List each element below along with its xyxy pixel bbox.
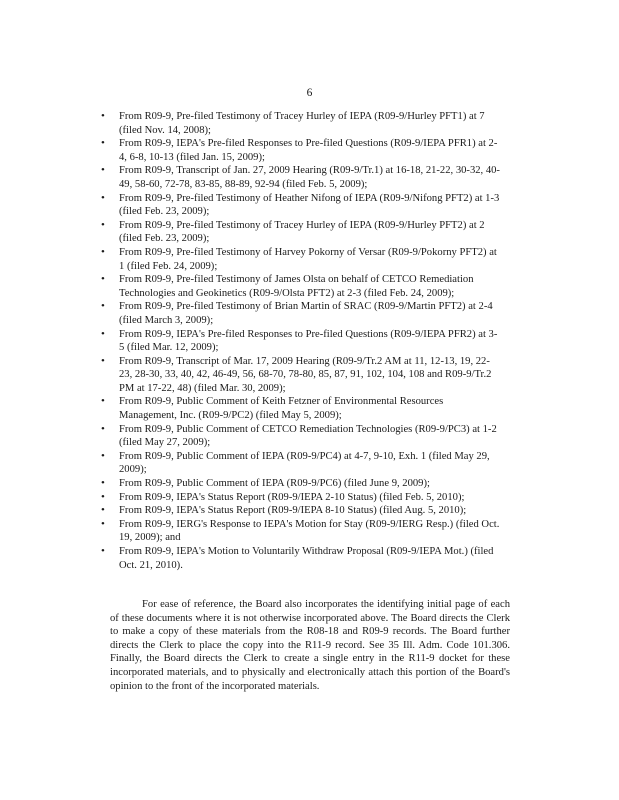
list-item: • From R09-9, Pre-filed Testimony of James Olsta on behalf of CETCO Remediation Technologies and Geokinetics (R09-9/Olsta PFT2) at 2-3 (filed Feb. 24, 2009); <box>101 273 501 300</box>
list-item: • From R09-9, IEPA's Pre-filed Responses to Pre-filed Questions (R09-9/IEPA PFR1) at 2-4, 6-8, 10-13 (filed Jan. 15, 2009); <box>101 137 501 164</box>
list-item: • From R09-9, Pre-filed Testimony of Brian Martin of SRAC (R09-9/Martin PFT2) at 2-4 (filed March 3, 2009); <box>101 300 501 327</box>
list-item: • From R09-9, Transcript of Jan. 27, 2009 Hearing (R09-9/Tr.1) at 16-18, 21-22, 30-32, 40-49, 58-60, 72-78, 83-85, 88-89, 92-94 (filed Feb. 5, 2009); <box>101 164 501 191</box>
page-number: 6 <box>306 87 313 99</box>
list-item: • From R09-9, IERG's Response to IEPA's Motion for Stay (R09-9/IERG Resp.) (filed Oct. 19, 2009); and <box>101 518 501 545</box>
list-item: • From R09-9, IEPA's Motion to Voluntarily Withdraw Proposal (R09-9/IEPA Mot.) (filed Oct. 21, 2010). <box>101 545 501 572</box>
list-item: • From R09-9, Pre-filed Testimony of Tracey Hurley of IEPA (R09-9/Hurley PFT1) at 7 (filed Nov. 14, 2008); <box>101 110 501 137</box>
list-item: • From R09-9, Public Comment of Keith Fetzner of Environmental Resources Management, Inc. (R09-9/PC2) (filed May 5, 2009); <box>101 395 501 422</box>
list-item: • From R09-9, Public Comment of IEPA (R09-9/PC6) (filed June 9, 2009); <box>101 477 501 491</box>
list-item: • From R09-9, Public Comment of IEPA (R09-9/PC4) at 4-7, 9-10, Exh. 1 (filed May 29, 2009); <box>101 450 501 477</box>
closing-paragraph: For ease of reference, the Board also incorporates the identifying initial page of each of these documents where it is not otherwise incorporated above. The Board directs the Clerk to make a copy of these materials from the R08-18 and R09-9 records. The Board further directs the Clerk to place the copy into the R11-9 record. See 35 Ill. Adm. Code 101.306. Finally, the Board directs the Clerk to create a single entry in the R11-9 docket for these incorporated materials, and to physically and electronically attach this portion of the Board's opinion to the front of the incorporated materials. <box>110 599 510 692</box>
list-item: • From R09-9, Public Comment of CETCO Remediation Technologies (R09-9/PC3) at 1-2 (filed May 27, 2009); <box>101 423 501 450</box>
list-item: • From R09-9, Transcript of Mar. 17, 2009 Hearing (R09-9/Tr.2 AM at 11, 12-13, 19, 22-23, 28-30, 33, 40, 42, 46-49, 56, 68-70, 78-80, 85, 87, 91, 102, 104, 108 and R09-9/Tr.2 PM at 17-22, 48) (filed Mar. 30, 2009); <box>101 355 501 396</box>
list-item: • From R09-9, Pre-filed Testimony of Harvey Pokorny of Versar (R09-9/Pokorny PFT2) at 1 (filed Feb. 24, 2009); <box>101 246 501 273</box>
list-item: • From R09-9, IEPA's Status Report (R09-9/IEPA 2-10 Status) (filed Feb. 5, 2010); <box>101 491 501 505</box>
list-item: • From R09-9, IEPA's Pre-filed Responses to Pre-filed Questions (R09-9/IEPA PFR2) at 3-5 (filed Mar. 12, 2009); <box>101 328 501 355</box>
list-item: • From R09-9, IEPA's Status Report (R09-9/IEPA 8-10 Status) (filed Aug. 5, 2010); <box>101 504 501 518</box>
list-item: • From R09-9, Pre-filed Testimony of Heather Nifong of IEPA (R09-9/Nifong PFT2) at 1-3 (filed Feb. 23, 2009); <box>101 192 501 219</box>
list-item: • From R09-9, Pre-filed Testimony of Tracey Hurley of IEPA (R09-9/Hurley PFT2) at 2 (filed Feb. 23, 2009); <box>101 219 501 246</box>
incorporated-documents-list <box>101 110 501 572</box>
